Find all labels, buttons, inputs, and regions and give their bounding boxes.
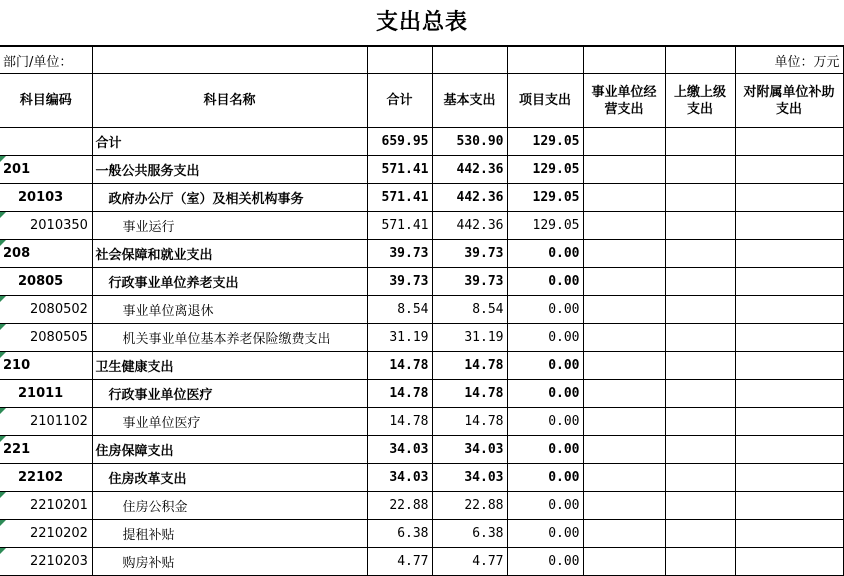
basic-cell[interactable]: 6.38 — [432, 520, 507, 548]
basic-cell[interactable]: 14.78 — [432, 408, 507, 436]
subject-name-cell[interactable]: 一般公共服务支出 — [92, 156, 367, 184]
project-cell[interactable]: 0.00 — [507, 548, 583, 576]
basic-cell[interactable]: 14.78 — [432, 352, 507, 380]
project-cell[interactable]: 0.00 — [507, 408, 583, 436]
subject-name-cell[interactable]: 合计 — [92, 128, 367, 156]
project-cell[interactable]: 0.00 — [507, 492, 583, 520]
header-cell[interactable]: 项目支出 — [507, 74, 583, 128]
table-row — [0, 296, 843, 324]
upper-cell[interactable] — [665, 408, 735, 436]
project-cell[interactable]: 0.00 — [507, 240, 583, 268]
upper-cell[interactable] — [665, 548, 735, 576]
total-cell[interactable]: 14.78 — [367, 380, 432, 408]
subject-name-cell[interactable]: 政府办公厅（室）及相关机构事务 — [92, 184, 367, 212]
business-cell[interactable] — [583, 548, 665, 576]
header-cell[interactable]: 科目编码 — [0, 74, 92, 128]
upper-cell[interactable] — [665, 520, 735, 548]
subsidy-cell[interactable] — [735, 296, 843, 324]
basic-cell[interactable]: 31.19 — [432, 324, 507, 352]
total-cell[interactable]: 39.73 — [367, 240, 432, 268]
business-cell[interactable] — [583, 128, 665, 156]
subsidy-cell[interactable] — [735, 352, 843, 380]
subsidy-cell[interactable] — [735, 492, 843, 520]
subject-code-cell[interactable]: 22102 — [0, 464, 92, 492]
upper-cell[interactable] — [665, 268, 735, 296]
subsidy-cell[interactable] — [735, 268, 843, 296]
upper-cell[interactable] — [665, 296, 735, 324]
subject-code-cell[interactable]: 2080505 — [0, 324, 92, 352]
upper-cell[interactable] — [665, 156, 735, 184]
subject-code-cell[interactable]: 20103 — [0, 184, 92, 212]
business-cell[interactable] — [583, 380, 665, 408]
project-cell[interactable]: 129.05 — [507, 128, 583, 156]
total-cell[interactable]: 571.41 — [367, 184, 432, 212]
subject-name-cell[interactable]: 行政事业单位养老支出 — [92, 268, 367, 296]
project-cell[interactable]: 129.05 — [507, 156, 583, 184]
basic-cell[interactable]: 34.03 — [432, 464, 507, 492]
upper-cell[interactable] — [665, 128, 735, 156]
table-row — [0, 408, 843, 436]
subject-code-cell[interactable]: 221 — [0, 436, 92, 464]
header-cell[interactable]: 合计 — [367, 74, 432, 128]
department-label[interactable]: 部门/单位： — [0, 47, 92, 74]
department-row — [0, 47, 843, 74]
subject-code-cell[interactable]: 2101102 — [0, 408, 92, 436]
subsidy-cell[interactable] — [735, 464, 843, 492]
business-cell[interactable] — [583, 492, 665, 520]
subsidy-cell[interactable] — [735, 380, 843, 408]
subject-name-cell[interactable]: 行政事业单位医疗 — [92, 380, 367, 408]
subject-name-cell[interactable]: 住房改革支出 — [92, 464, 367, 492]
business-cell[interactable] — [583, 296, 665, 324]
table-row — [0, 520, 843, 548]
department-value[interactable] — [92, 47, 367, 74]
subject-code-cell[interactable]: 210 — [0, 352, 92, 380]
upper-cell[interactable] — [665, 352, 735, 380]
table-row — [0, 156, 843, 184]
subject-name-cell[interactable]: 事业单位医疗 — [92, 408, 367, 436]
total-cell[interactable]: 14.78 — [367, 352, 432, 380]
subject-name-cell[interactable]: 卫生健康支出 — [92, 352, 367, 380]
project-cell[interactable]: 0.00 — [507, 464, 583, 492]
basic-cell[interactable]: 14.78 — [432, 380, 507, 408]
subject-code-cell[interactable]: 2210201 — [0, 492, 92, 520]
table-row — [0, 436, 843, 464]
subject-code-cell[interactable]: 20805 — [0, 268, 92, 296]
total-cell[interactable]: 571.41 — [367, 212, 432, 240]
total-cell[interactable]: 571.41 — [367, 156, 432, 184]
upper-cell[interactable] — [665, 184, 735, 212]
business-cell[interactable] — [583, 408, 665, 436]
header-cell[interactable]: 科目名称 — [92, 74, 367, 128]
subject-code-cell[interactable]: 201 — [0, 156, 92, 184]
upper-cell[interactable] — [665, 240, 735, 268]
basic-cell[interactable]: 39.73 — [432, 240, 507, 268]
basic-cell[interactable]: 39.73 — [432, 268, 507, 296]
basic-cell[interactable]: 442.36 — [432, 156, 507, 184]
subsidy-cell[interactable] — [735, 324, 843, 352]
project-cell[interactable]: 0.00 — [507, 268, 583, 296]
project-cell[interactable]: 0.00 — [507, 296, 583, 324]
subsidy-cell[interactable] — [735, 408, 843, 436]
business-cell[interactable] — [583, 184, 665, 212]
subject-name-cell[interactable]: 事业运行 — [92, 212, 367, 240]
basic-cell[interactable]: 8.54 — [432, 296, 507, 324]
header-cell[interactable]: 基本支出 — [432, 74, 507, 128]
basic-cell[interactable]: 530.90 — [432, 128, 507, 156]
total-cell[interactable]: 4.77 — [367, 548, 432, 576]
subsidy-cell[interactable] — [735, 212, 843, 240]
table-row — [0, 492, 843, 520]
upper-cell[interactable] — [665, 380, 735, 408]
subject-code-cell[interactable]: 2210202 — [0, 520, 92, 548]
total-cell[interactable]: 6.38 — [367, 520, 432, 548]
basic-cell[interactable]: 442.36 — [432, 212, 507, 240]
table-row — [0, 128, 843, 156]
upper-cell[interactable] — [665, 464, 735, 492]
basic-cell[interactable]: 442.36 — [432, 184, 507, 212]
project-cell[interactable]: 0.00 — [507, 436, 583, 464]
total-cell[interactable]: 31.19 — [367, 324, 432, 352]
table-row — [0, 212, 843, 240]
expenditure-table — [0, 46, 844, 576]
table-row — [0, 352, 843, 380]
business-cell[interactable] — [583, 212, 665, 240]
total-cell[interactable]: 34.03 — [367, 436, 432, 464]
header-cell[interactable]: 事业单位经营支出 — [583, 74, 665, 128]
subject-code-cell[interactable] — [0, 128, 92, 156]
subsidy-cell[interactable] — [735, 520, 843, 548]
subject-code-cell[interactable]: 2080502 — [0, 296, 92, 324]
subject-code-cell[interactable]: 21011 — [0, 380, 92, 408]
subject-name-cell[interactable]: 事业单位离退休 — [92, 296, 367, 324]
subject-code-cell[interactable]: 2210203 — [0, 548, 92, 576]
business-cell[interactable] — [583, 436, 665, 464]
table-row — [0, 324, 843, 352]
table-row — [0, 548, 843, 576]
subsidy-cell[interactable] — [735, 240, 843, 268]
subject-code-cell[interactable]: 208 — [0, 240, 92, 268]
business-cell[interactable] — [583, 268, 665, 296]
header-cell[interactable]: 上缴上级支出 — [665, 74, 735, 128]
project-cell[interactable]: 0.00 — [507, 520, 583, 548]
subject-code-cell[interactable]: 2010350 — [0, 212, 92, 240]
subject-name-cell[interactable]: 购房补贴 — [92, 548, 367, 576]
sheet-title: 支出总表 — [0, 0, 844, 46]
table-body — [0, 47, 843, 576]
upper-cell[interactable] — [665, 492, 735, 520]
project-cell[interactable]: 0.00 — [507, 352, 583, 380]
basic-cell[interactable]: 22.88 — [432, 492, 507, 520]
total-cell[interactable]: 22.88 — [367, 492, 432, 520]
subject-name-cell[interactable]: 提租补贴 — [92, 520, 367, 548]
subject-name-cell[interactable]: 社会保障和就业支出 — [92, 240, 367, 268]
upper-cell[interactable] — [665, 212, 735, 240]
project-cell[interactable]: 0.00 — [507, 380, 583, 408]
table-row — [0, 240, 843, 268]
subsidy-cell[interactable] — [735, 128, 843, 156]
business-cell[interactable] — [583, 352, 665, 380]
subsidy-cell[interactable] — [735, 436, 843, 464]
business-cell[interactable] — [583, 156, 665, 184]
table-row — [0, 268, 843, 296]
unit-label[interactable]: 单位：万元 — [735, 47, 843, 74]
project-cell[interactable]: 0.00 — [507, 324, 583, 352]
subsidy-cell[interactable] — [735, 548, 843, 576]
basic-cell[interactable]: 4.77 — [432, 548, 507, 576]
upper-cell[interactable] — [665, 324, 735, 352]
project-cell[interactable]: 129.05 — [507, 212, 583, 240]
header-cell[interactable]: 对附属单位补助支出 — [735, 74, 843, 128]
total-cell[interactable]: 14.78 — [367, 408, 432, 436]
table-row — [0, 464, 843, 492]
business-cell[interactable] — [583, 240, 665, 268]
total-cell[interactable]: 8.54 — [367, 296, 432, 324]
subsidy-cell[interactable] — [735, 184, 843, 212]
basic-cell[interactable]: 34.03 — [432, 436, 507, 464]
total-cell[interactable]: 39.73 — [367, 268, 432, 296]
subject-name-cell[interactable]: 机关事业单位基本养老保险缴费支出 — [92, 324, 367, 352]
subsidy-cell[interactable] — [735, 156, 843, 184]
subject-name-cell[interactable]: 住房公积金 — [92, 492, 367, 520]
business-cell[interactable] — [583, 520, 665, 548]
table-row — [0, 380, 843, 408]
upper-cell[interactable] — [665, 436, 735, 464]
table-row — [0, 184, 843, 212]
total-cell[interactable]: 34.03 — [367, 464, 432, 492]
total-cell[interactable]: 659.95 — [367, 128, 432, 156]
project-cell[interactable]: 129.05 — [507, 184, 583, 212]
business-cell[interactable] — [583, 324, 665, 352]
business-cell[interactable] — [583, 464, 665, 492]
header-row — [0, 74, 843, 128]
subject-name-cell[interactable]: 住房保障支出 — [92, 436, 367, 464]
